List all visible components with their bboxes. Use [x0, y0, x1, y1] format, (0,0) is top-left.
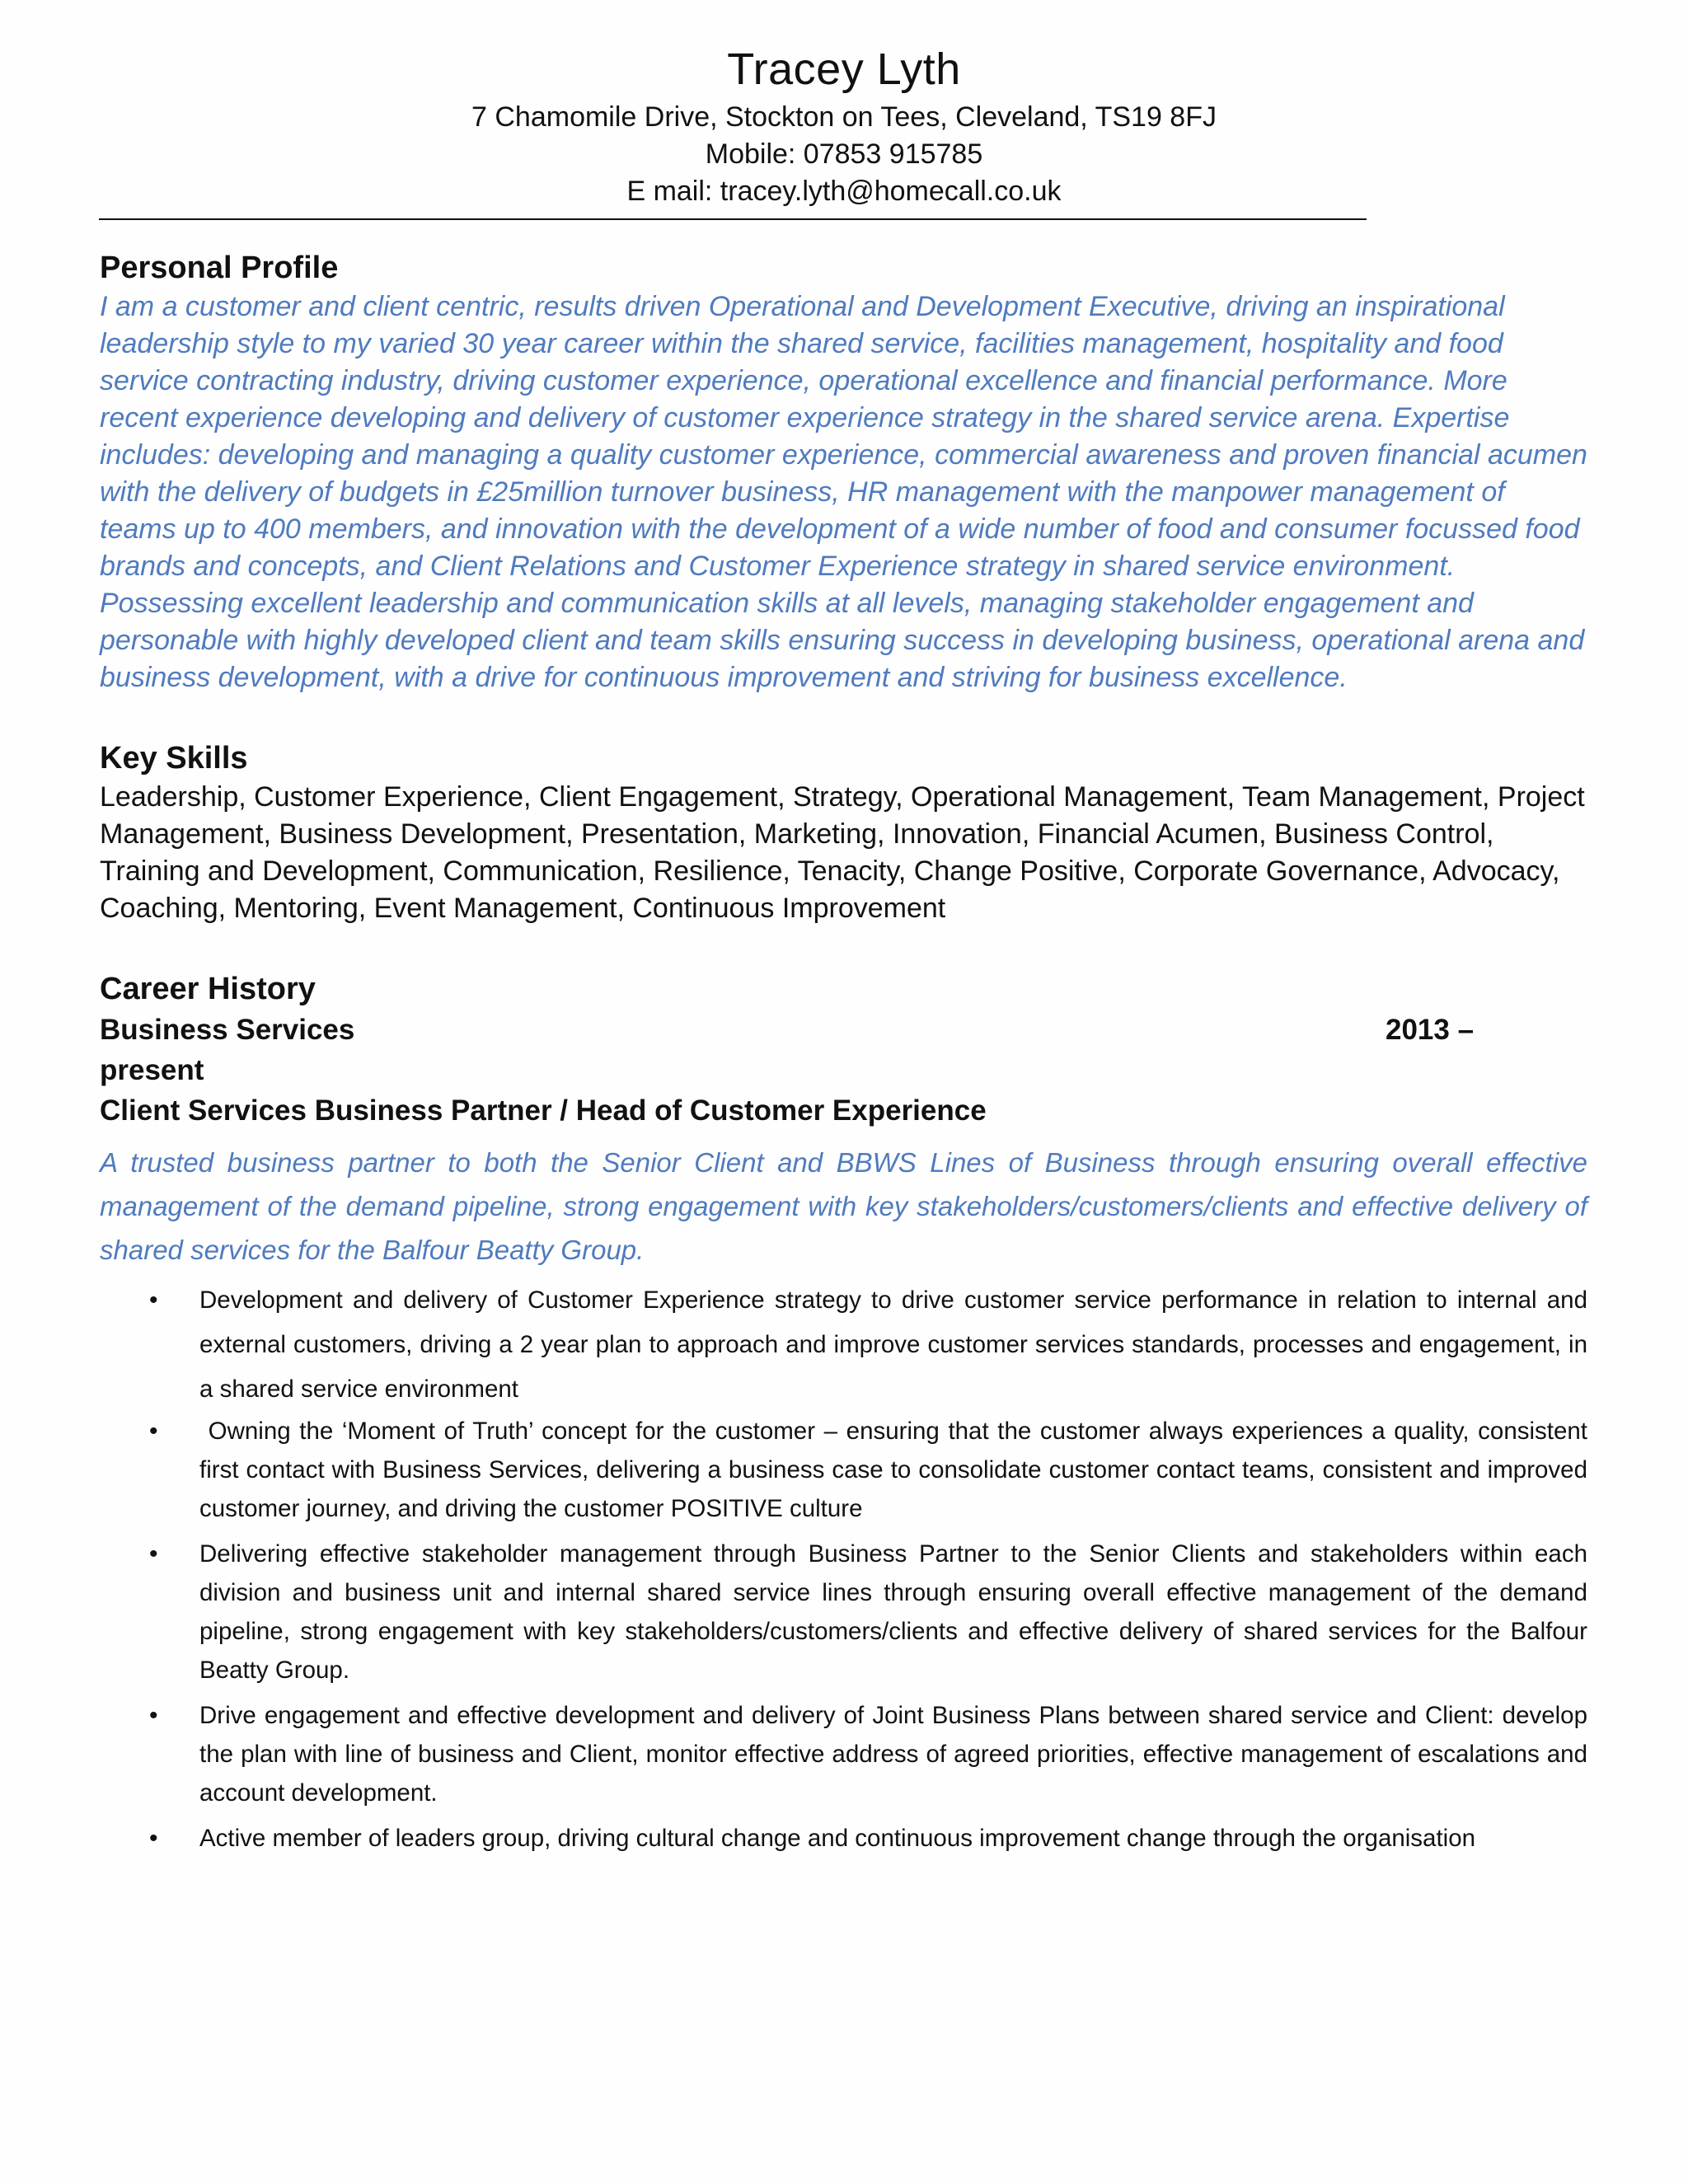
- bullet-icon: •: [149, 1540, 158, 1568]
- address: 7 Chamomile Drive, Stockton on Tees, Cleveland, TS19 8FJ: [471, 101, 1217, 133]
- email-address: E mail: tracey.lyth@homecall.co.uk: [626, 176, 1062, 207]
- mobile-number: Mobile: 07853 915785: [705, 138, 983, 170]
- job-duty-item: [100, 1412, 1595, 1528]
- candidate-name: Tracey Lyth: [727, 45, 961, 94]
- cv-header: [0, 40, 1688, 210]
- job-entry: [100, 1010, 1595, 1858]
- bullet-icon: •: [149, 1702, 158, 1729]
- key-skills-section: [100, 738, 1587, 927]
- section-heading-personal-profile: Personal Profile: [100, 251, 339, 285]
- job-duty-text: Owning the ‘Moment of Truth’ concept for the customer – ensuring that the customer always experiences a quality, consistent first contact with Business Services, delivering a business case to consolidate customer contact teams, consistent and improved customer journey, and driving the customer POSITIVE culture: [199, 1418, 1595, 1522]
- key-skills-text: Leadership, Customer Experience, Client Engagement, Strategy, Operational Management, Team Management, Project Management, Business Development, Presentation, Marketing, Innovation, Financial Acumen, Business Control, Training and Development, Communication, Resilience, Tenacity, Change Positive, Corporate Governance, Advocacy, Coaching, Mentoring, Event Management, Continuous Improvement: [100, 781, 1585, 924]
- header-divider: [99, 218, 1367, 220]
- personal-profile-section: [100, 247, 1587, 696]
- bullet-icon: •: [149, 1286, 158, 1314]
- job-summary: A trusted business partner to both the Senior Client and BBWS Lines of Business through ensuring overall effective management of the demand pipeline, strong engagement with key stakeholders/customers/clients and effective delivery of shared services for the Balfour Beatty Group.: [100, 1147, 1587, 1265]
- job-title: Client Services Business Partner / Head of Customer Experience: [100, 1094, 987, 1127]
- job-duty-text: Delivering effective stakeholder management through Business Partner to the Senior Clients and stakeholders within each division and business unit and internal shared service lines through ensuring overall effective management of the demand pipeline, strong engagement with key stakeholders/customers/clients and effective delivery of shared services for the Balfour Beatty Group.: [199, 1540, 1587, 1684]
- bullet-icon: •: [149, 1825, 158, 1852]
- section-heading-career-history: Career History: [100, 972, 316, 1006]
- job-duty-item: [100, 1819, 1587, 1858]
- job-duty-text: Development and delivery of Customer Experience strategy to drive customer service performance in relation to internal and external customers, driving a 2 year plan to approach and improve customer services standards, processes and engagement, in a shared service environment: [199, 1286, 1587, 1403]
- job-duty-item: [100, 1278, 1587, 1412]
- bullet-icon: •: [149, 1418, 158, 1445]
- job-duties-list: [100, 1278, 1595, 1858]
- job-duty-text: Drive engagement and effective development and delivery of Joint Business Plans between shared service and Client: develop the plan with line of business and Client, monitor effective address of agreed priorities, effective management of escalations and account development.: [199, 1702, 1587, 1807]
- section-heading-key-skills: Key Skills: [100, 741, 248, 776]
- job-duty-item: [100, 1696, 1587, 1812]
- job-company: Business Services: [100, 1014, 355, 1046]
- job-header-row: [100, 1010, 1587, 1050]
- job-duty-text: Active member of leaders group, driving cultural change and continuous improvement change through the organisation: [199, 1825, 1476, 1852]
- cv-body: [100, 247, 1595, 1858]
- job-duty-item: [100, 1535, 1587, 1690]
- job-date-end: present: [100, 1054, 204, 1086]
- job-date-start: 2013 –: [1386, 1014, 1475, 1046]
- career-history-section: [100, 968, 1595, 1858]
- personal-profile-text: I am a customer and client centric, results driven Operational and Development Executive, driving an inspirational leadership style to my varied 30 year career within the shared service, facilities management, hospitality and food service contracting industry, driving customer experience, operational excellence and financial performance. More recent experience developing and delivery of customer experience strategy in the shared service arena. Expertise includes: developing and managing a quality customer experience, commercial awareness and proven financial acumen with the delivery of budgets in £25million turnover business, HR management with the manpower management of teams up to 400 members, and innovation with the development of a wide number of food and consumer focussed food brands and concepts, and Client Relations and Customer Experience strategy in shared service environment. Possessing excellent leadership and communication skills at all levels, managing stakeholder engagement and personable with highly developed client and team skills ensuring success in developing business, operational arena and business development, with a drive for continuous improvement and striving for business excellence.: [100, 291, 1587, 693]
